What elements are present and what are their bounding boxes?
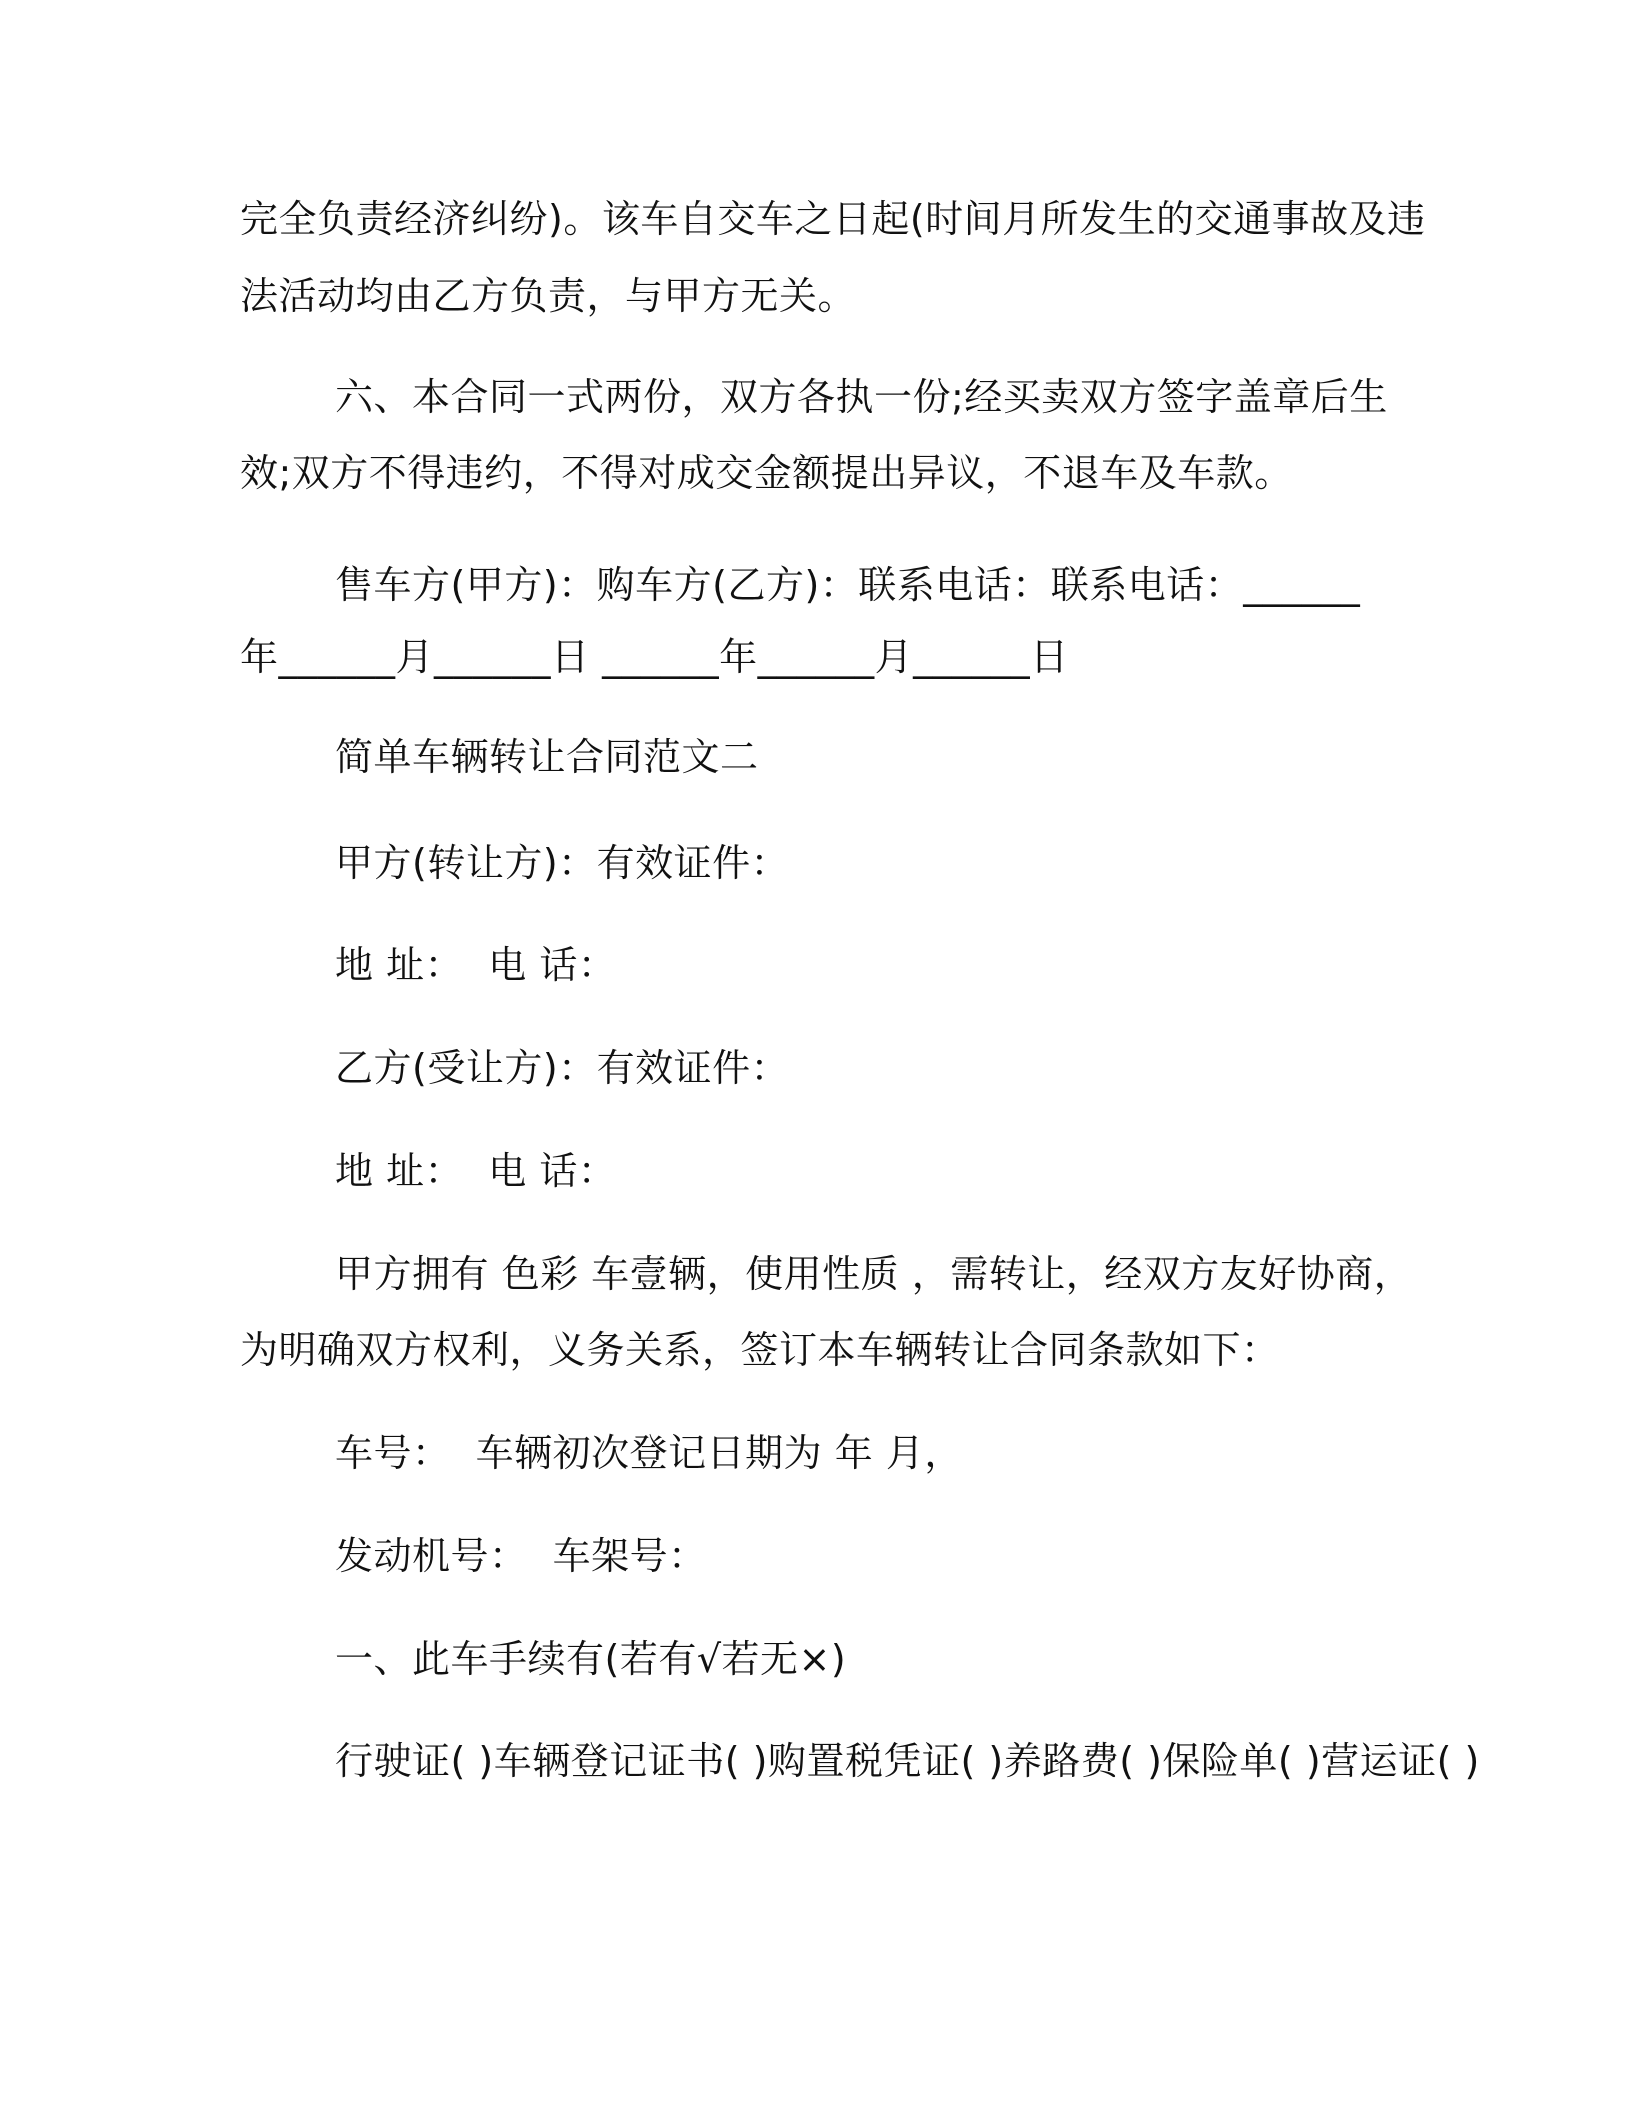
clause-six-line: 六、本合同一式两份，双方各执一份;经买卖双方签字盖章后生 <box>335 375 1388 419</box>
engine-number-line: 发动机号： 车架号： <box>335 1534 707 1578</box>
intro-paragraph-line: 甲方拥有 色彩 车壹辆，使用性质 ，需转让，经双方友好协商， <box>335 1252 1413 1296</box>
signature-parties-line: 售车方(甲方)：购车方(乙方)：联系电话：联系电话：______ <box>335 563 1361 607</box>
signature-date-line: 年______月______日 ______年______月______日 <box>240 635 1069 679</box>
documents-checklist-line: 行驶证( )车辆登记证书( )购置税凭证( )养路费( )保险单( )营运证( ) <box>335 1739 1480 1783</box>
paragraph-line: 效;双方不得违约，不得对成交金额提出异议，不退车及车款。 <box>240 451 1293 495</box>
clause-one-line: 一、此车手续有(若有√若无×) <box>335 1637 847 1681</box>
party-a-line: 甲方(转让方)：有效证件： <box>335 841 790 885</box>
section-title: 简单车辆转让合同范文二 <box>335 735 759 779</box>
paragraph-line: 法活动均由乙方负责，与甲方无关。 <box>240 274 857 318</box>
party-b-line: 乙方(受让方)：有效证件： <box>335 1046 790 1090</box>
intro-paragraph-line: 为明确双方权利，义务关系，签订本车辆转让合同条款如下： <box>240 1328 1280 1372</box>
party-b-address-line: 地 址： 电 话： <box>335 1149 617 1193</box>
party-a-address-line: 地 址： 电 话： <box>335 943 617 987</box>
paragraph-line: 完全负责经济纠纷)。该车自交车之日起(时间月所发生的交通事故及违 <box>240 197 1426 241</box>
vehicle-number-line: 车号： 车辆初次登记日期为 年 月， <box>335 1431 963 1475</box>
